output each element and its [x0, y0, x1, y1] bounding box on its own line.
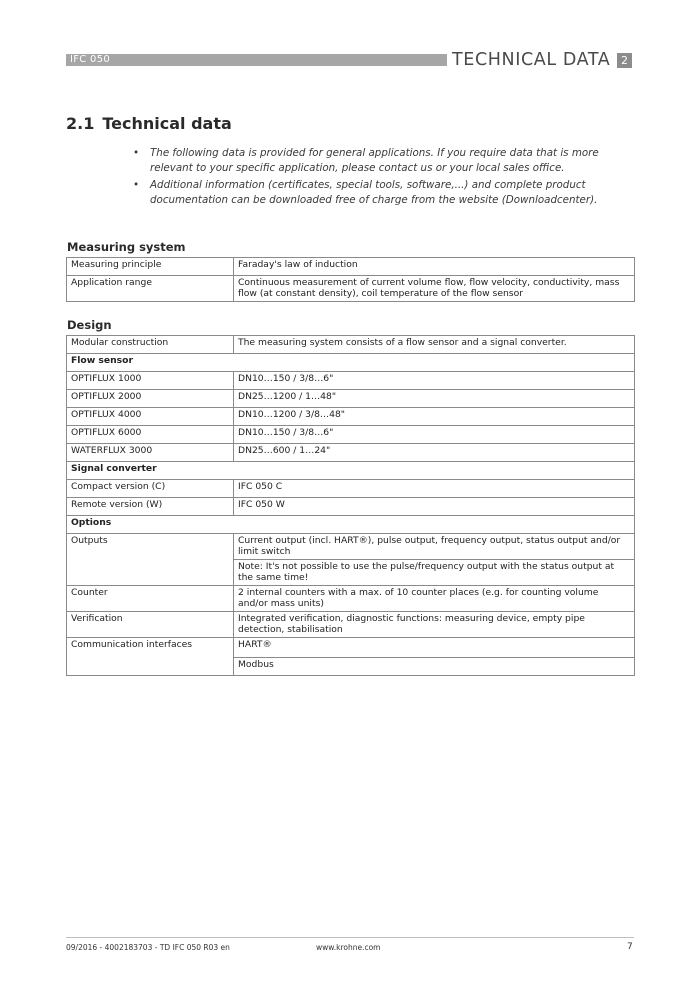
options-subheading: Options	[67, 516, 635, 534]
row-label: OPTIFLUX 6000	[67, 426, 234, 444]
header-product-name: IFC 050	[70, 54, 111, 65]
bullet-text: Additional information (certificates, special tools, software,...) and complete product documentation can be downloaded free of charge from the website (Downloadcenter).	[150, 179, 598, 206]
footer-website-link[interactable]: www.krohne.com	[316, 943, 381, 952]
table-row	[67, 480, 635, 498]
table-row	[67, 534, 635, 560]
bullet-icon: •	[133, 179, 140, 191]
table-row	[67, 638, 635, 658]
row-value: Current output (incl. HART®), pulse output, frequency output, status output and/or limit switch	[234, 534, 635, 560]
table-row	[67, 426, 635, 444]
section-title-text: Technical data	[102, 114, 232, 133]
row-label: Remote version (W)	[67, 498, 234, 516]
row-value: DN25…600 / 1…24"	[234, 444, 635, 462]
table-row	[67, 612, 635, 638]
row-value: 2 internal counters with a max. of 10 counter places (e.g. for counting volume and/or mass units)	[234, 586, 635, 612]
footer-document-id: 09/2016 - 4002183703 - TD IFC 050 R03 en	[66, 943, 230, 952]
row-value: IFC 050 W	[234, 498, 635, 516]
list-item	[130, 178, 620, 208]
header-chapter-title: TECHNICAL DATA	[452, 50, 611, 70]
row-value: Modbus	[234, 658, 635, 676]
page-number: 7	[627, 942, 633, 952]
table-row	[67, 498, 635, 516]
row-label: OPTIFLUX 2000	[67, 390, 234, 408]
section-number: 2.1	[66, 114, 95, 133]
table-row	[67, 444, 635, 462]
measuring-system-heading: Measuring system	[67, 240, 186, 254]
table-row	[67, 336, 635, 354]
row-value: DN10…150 / 3/8…6"	[234, 426, 635, 444]
table-row	[67, 276, 635, 302]
table-row	[67, 408, 635, 426]
signal-converter-subheading: Signal converter	[67, 462, 635, 480]
row-value: HART®	[234, 638, 635, 658]
row-label: Communication interfaces	[67, 638, 234, 676]
row-label: WATERFLUX 3000	[67, 444, 234, 462]
design-heading: Design	[67, 318, 112, 332]
table-subheading-row	[67, 354, 635, 372]
row-label: OPTIFLUX 1000	[67, 372, 234, 390]
row-value: DN10…150 / 3/8…6"	[234, 372, 635, 390]
table-row	[67, 258, 635, 276]
list-item	[130, 146, 620, 176]
chapter-number-badge: 2	[617, 53, 632, 68]
flow-sensor-subheading: Flow sensor	[67, 354, 635, 372]
row-value: The measuring system consists of a flow sensor and a signal converter.	[234, 336, 635, 354]
table-row	[67, 586, 635, 612]
row-label: OPTIFLUX 4000	[67, 408, 234, 426]
row-label: Compact version (C)	[67, 480, 234, 498]
row-value: Continuous measurement of current volume flow, flow velocity, conductivity, mass flow (at constant density), coil temperature of the flow sensor	[234, 276, 635, 302]
table-subheading-row	[67, 516, 635, 534]
row-label: Outputs	[67, 534, 234, 586]
table-row	[67, 372, 635, 390]
design-table	[66, 335, 635, 676]
table-subheading-row	[67, 462, 635, 480]
row-label: Counter	[67, 586, 234, 612]
footer-divider	[66, 937, 634, 938]
row-value: DN10…1200 / 3/8…48"	[234, 408, 635, 426]
row-label: Modular construction	[67, 336, 234, 354]
row-value: DN25…1200 / 1…48"	[234, 390, 635, 408]
row-label: Application range	[67, 276, 234, 302]
row-label: Verification	[67, 612, 234, 638]
table-row	[67, 390, 635, 408]
row-value: Note: It's not possible to use the pulse/frequency output with the status output at the same time!	[234, 560, 635, 586]
measuring-system-table	[66, 257, 635, 302]
row-value: IFC 050 C	[234, 480, 635, 498]
row-value: Faraday's law of induction	[234, 258, 635, 276]
header-bar	[66, 54, 447, 66]
row-value: Integrated verification, diagnostic functions: measuring device, empty pipe detection, stabilisation	[234, 612, 635, 638]
section-title	[66, 114, 232, 133]
row-label: Measuring principle	[67, 258, 234, 276]
bullet-icon: •	[133, 147, 140, 159]
bullet-text: The following data is provided for general applications. If you require data that is more relevant to your specific application, please contact us or your local sales office.	[150, 147, 599, 174]
intro-bullet-list	[130, 146, 620, 210]
